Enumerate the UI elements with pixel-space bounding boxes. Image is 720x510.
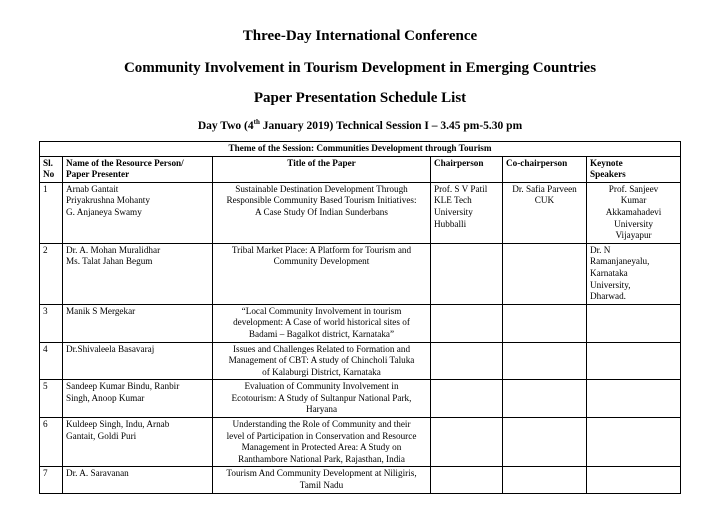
session-day-prefix: Day Two (4 (197, 120, 254, 132)
cell-keynote-speaker-line: University, (590, 279, 631, 290)
cell-chairperson-line: KLE Tech (434, 195, 472, 206)
col-header-sl-line: Sl. (43, 157, 53, 168)
col-header-keynote (587, 156, 681, 182)
col-header-keynote-line: Speakers (590, 169, 626, 180)
cell-paper-title (213, 182, 431, 243)
schedule-table (39, 141, 681, 494)
cell-co-chairperson (503, 342, 587, 380)
cell-presenter-line: Kuldeep Singh, Indu, Arnab (66, 419, 170, 430)
cell-paper-title-line: A Case Study Of Indian Sunderbans (255, 206, 388, 217)
cell-presenter-line: Manik S Mergekar (66, 305, 136, 316)
session-theme: Theme of the Session: Communities Development through Tourism (40, 142, 681, 157)
cell-paper-title-line: Evaluation of Community Involvement in (244, 381, 399, 392)
conference-title: Community Involvement in Tourism Development in Emerging Countries (123, 60, 597, 76)
cell-paper-title-line: Understanding the Role of Community and their (232, 419, 411, 430)
table-row (40, 182, 681, 243)
cell-keynote-speaker-line: Akkamahadevi (605, 206, 662, 217)
table-row (40, 418, 681, 467)
cell-paper-title-line: Ranthambore National Park, Rajasthan, India (238, 453, 405, 464)
cell-chairperson (431, 304, 503, 342)
cell-keynote-speaker (587, 243, 681, 304)
col-header-presenter-line: Name of the Resource Person/ (66, 157, 184, 168)
session-details: January 2019) Technical Session I – 3.45 pm-5.30 pm (259, 120, 523, 132)
cell-chairperson (431, 380, 503, 418)
cell-keynote-speaker (587, 182, 681, 243)
cell-keynote-speaker-line: Kumar (620, 195, 647, 206)
cell-presenter (63, 418, 213, 467)
cell-chairperson (431, 182, 503, 243)
col-header-keynote-line: Keynote (590, 157, 623, 168)
cell-presenter-line: Sandeep Kumar Bindu, Ranbir (66, 381, 180, 392)
cell-keynote-speaker-line: Vijayapur (615, 230, 652, 241)
cell-presenter-line: Priyakrushna Mohanty (66, 195, 150, 206)
cell-presenter (63, 243, 213, 304)
cell-keynote-speaker (587, 380, 681, 418)
cell-co-chairperson-line: Dr. Safia Parveen (512, 183, 577, 194)
cell-keynote-speaker (587, 304, 681, 342)
col-header-cochair: Co-chairperson (503, 156, 587, 182)
cell-keynote-speaker-line: Dr. N (590, 244, 611, 255)
cell-chairperson (431, 342, 503, 380)
cell-sl: 4 (40, 342, 63, 380)
cell-paper-title (213, 342, 431, 380)
table-row (40, 467, 681, 493)
cell-presenter (63, 380, 213, 418)
cell-presenter-line: Singh, Anoop Kumar (66, 392, 145, 403)
cell-presenter-line: Dr. A. Saravanan (66, 468, 129, 479)
cell-paper-title-line: development: A Case of world historical sites of (233, 317, 410, 328)
cell-paper-title-line: “Local Community Involvement in tourism (241, 305, 402, 316)
cell-presenter-line: Dr. A. Mohan Muralidhar (66, 244, 161, 255)
cell-presenter (63, 182, 213, 243)
cell-chairperson-line: Prof. S V Patil (434, 183, 488, 194)
cell-sl: 3 (40, 304, 63, 342)
cell-keynote-speaker-line: Karnataka (590, 267, 628, 278)
cell-co-chairperson (503, 467, 587, 493)
session-day-ordinal: th (253, 118, 260, 127)
cell-paper-title (213, 380, 431, 418)
cell-keynote-speaker (587, 342, 681, 380)
cell-paper-title-line: Responsible Community Based Tourism Initiatives: (226, 195, 417, 206)
col-header-presenter-line: Paper Presenter (66, 169, 130, 180)
cell-paper-title (213, 304, 431, 342)
cell-co-chairperson (503, 418, 587, 467)
cell-chairperson-line: Hubballi (434, 218, 467, 229)
cell-co-chairperson (503, 304, 587, 342)
theme-row (40, 142, 681, 157)
table-row (40, 304, 681, 342)
cell-paper-title (213, 467, 431, 493)
cell-paper-title-line: Badami – Bagalkot district, Karnataka” (248, 328, 395, 339)
cell-chairperson (431, 467, 503, 493)
cell-paper-title-line: Issues and Challenges Related to Formation and (232, 343, 411, 354)
cell-sl: 7 (40, 467, 63, 493)
cell-keynote-speaker (587, 467, 681, 493)
cell-co-chairperson (503, 380, 587, 418)
cell-sl: 5 (40, 380, 63, 418)
session-line (0, 120, 720, 132)
cell-keynote-speaker-line: Ramanjaneyalu, (590, 256, 650, 267)
cell-keynote-speaker-line: Dharwad. (590, 291, 626, 302)
cell-paper-title-line: Management in Protected Area: A Study on (241, 442, 402, 453)
header-row (40, 156, 681, 182)
cell-presenter-line: G. Anjaneya Swamy (66, 206, 142, 217)
cell-sl: 1 (40, 182, 63, 243)
col-header-presenter (63, 156, 213, 182)
cell-paper-title-line: Community Development (273, 256, 370, 267)
cell-keynote-speaker-line: University (614, 218, 653, 229)
cell-co-chairperson (503, 243, 587, 304)
cell-paper-title-line: Tamil Nadu (299, 480, 344, 491)
cell-presenter (63, 467, 213, 493)
cell-presenter (63, 304, 213, 342)
cell-co-chairperson-line: CUK (534, 195, 555, 206)
cell-chairperson-line: University (434, 206, 473, 217)
table-row (40, 342, 681, 380)
cell-keynote-speaker-line: Prof. Sanjeev (608, 183, 659, 194)
col-header-chair: Chairperson (431, 156, 503, 182)
cell-paper-title-line: Haryana (305, 404, 338, 415)
cell-paper-title-line: Sustainable Destination Development Through (235, 183, 408, 194)
cell-sl: 2 (40, 243, 63, 304)
cell-paper-title-line: level of Participation in Conservation and Resource (226, 430, 417, 441)
cell-keynote-speaker (587, 418, 681, 467)
cell-presenter-line: Gantait, Goldi Puri (66, 430, 137, 441)
col-header-sl-line: No (43, 169, 55, 180)
cell-presenter-line: Dr.Shivaleela Basavaraj (66, 343, 155, 354)
cell-paper-title (213, 243, 431, 304)
cell-chairperson (431, 418, 503, 467)
cell-paper-title-line: Tribal Market Place: A Platform for Tourism and (231, 244, 412, 255)
cell-paper-title (213, 418, 431, 467)
cell-paper-title-line: Ecotourism: A Study of Sultanpur National Park, (231, 392, 412, 403)
cell-co-chairperson (503, 182, 587, 243)
schedule-list-heading: Paper Presentation Schedule List (253, 90, 467, 106)
cell-presenter-line: Arnab Gantait (66, 183, 119, 194)
col-header-paper: Title of the Paper (213, 156, 431, 182)
conference-heading: Three-Day International Conference (242, 28, 478, 44)
cell-chairperson (431, 243, 503, 304)
cell-presenter (63, 342, 213, 380)
table-row (40, 243, 681, 304)
cell-paper-title-line: of Kalaburgi District, Karnataka (262, 366, 381, 377)
cell-paper-title-line: Tourism And Community Development at Niligiris, (226, 468, 417, 479)
col-header-sl (40, 156, 63, 182)
table-row (40, 380, 681, 418)
cell-sl: 6 (40, 418, 63, 467)
cell-paper-title-line: Management of CBT: A study of Chincholi Taluka (228, 355, 415, 366)
cell-presenter-line: Ms. Talat Jahan Begum (66, 256, 153, 267)
